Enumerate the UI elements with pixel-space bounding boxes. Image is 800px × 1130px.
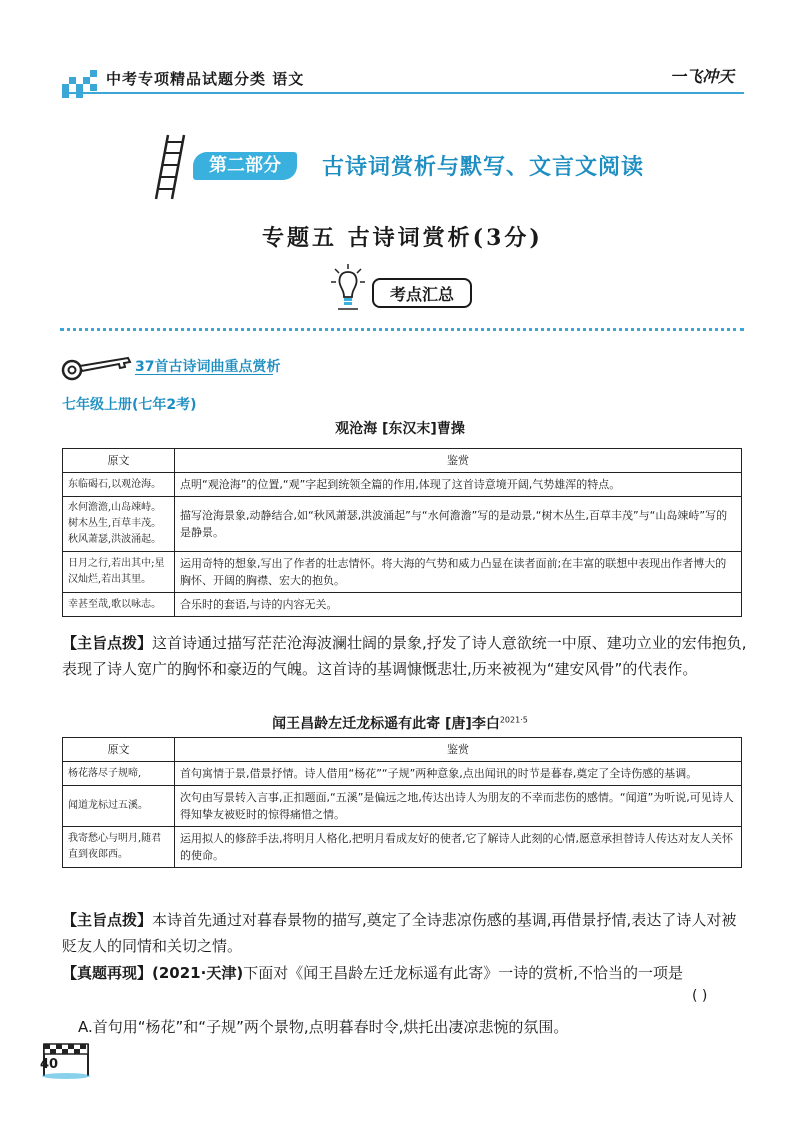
theme-text: 这首诗通过描写茫茫沧海波澜壮阔的景象,抒发了诗人意欲统一中原、建功立业的宏伟抱负,表现了诗人宽广的胸怀和豪迈的气魄。这首诗的基调慷慨悲壮,历来被视为“建安风骨”的代表作。 [62,634,747,678]
appreciation-cell: 点明“观沧海”的位置,“观”字起到统领全篇的作用,体现了这首诗意境开阔,气势雄浑的特点。 [175,473,742,497]
poem-title [0,713,800,733]
original-text-cell: 东临碣石,以观沧海。 [63,473,175,497]
column-header-appreciation: 鉴赏 [175,449,742,473]
column-header-original: 原文 [63,449,175,473]
exam-note: 2021·5 [499,715,528,725]
header-divider [62,92,744,94]
exam-question-text: 下面对《闻王昌龄左迁龙标遥有此寄》一诗的赏析,不恰当的一项是 [243,964,683,982]
header-checker-decoration [62,70,96,100]
header-brand: 一飞冲天 [670,67,735,86]
section-heading-underline [135,374,273,375]
column-header-appreciation: 鉴赏 [175,738,742,762]
appreciation-cell: 描写沧海景象,动静结合,如“秋风萧瑟,洪波涌起”与“水何澹澹”写的是动景,“树木丛生,百草丰茂”与“山岛竦峙”写的是静景。 [175,497,742,552]
topic-title: 专题五 古诗词赏析(3分) [262,225,543,251]
original-text-cell: 我寄愁心与明月,随君直到夜郎西。 [63,827,175,868]
theme-text: 本诗首先通过对暮春景物的描写,奠定了全诗悲凉伤感的基调,再借景抒情,表达了诗人对被贬友人的同情和关切之情。 [62,911,737,955]
option-a: A.首句用“杨花”和“子规”两个景物,点明暮春时令,烘托出凄凉悲惋的氛围。 [78,1018,569,1036]
grade-label: 七年级上册(七年2考) [62,397,197,413]
theme-label: 【主旨点拨】 [62,634,153,652]
original-text-cell: 闻道龙标过五溪。 [63,786,175,827]
part-title: 古诗词赏析与默写、文言文阅读 [322,155,645,180]
table-header-row [63,738,742,762]
table-row [63,827,742,868]
key-icon [60,352,134,384]
section-heading: 37首古诗词曲重点赏析 [135,359,281,375]
table-header-row [63,449,742,473]
header-title: 中考专项精品试题分类 语文 [106,70,305,88]
poem-title-text: 闻王昌龄左迁龙标遥有此寄 [唐]李白 [272,716,500,732]
appreciation-cell: 运用奇特的想象,写出了作者的壮志情怀。将大海的气势和威力凸显在读者面前;在丰富的联想中表现出作者博大的胸怀、开阔的胸襟、宏大的抱负。 [175,552,742,593]
appreciation-table [62,737,742,868]
theme-paragraph [62,907,748,959]
appreciation-cell: 次句由写景转入言事,正扣题面,“五溪”是偏远之地,传达出诗人为朋友的不幸而悲伤的感情。“闻道”为听说,可见诗人得知挚友被贬时的惊得痛惜之情。 [175,786,742,827]
exam-question [62,960,748,986]
original-text-cell: 杨花落尽子规啼, [63,762,175,786]
original-text-cell: 幸甚至哉,歌以咏志。 [63,593,175,617]
dotted-divider [60,328,744,331]
ladder-icon [146,133,190,201]
kaodian-label: 考点汇总 [372,278,472,308]
table-row [63,762,742,786]
page-number-badge [38,1040,98,1080]
original-text-cell: 日月之行,若出其中;星汉灿烂,若出其里。 [63,552,175,593]
theme-paragraph [62,630,748,682]
appreciation-cell: 运用拟人的修辞手法,将明月人格化,把明月看成友好的使者,它了解诗人此刻的心情,愿意承担替诗人传达对友人关怀的使命。 [175,827,742,868]
original-text-cell: 水何澹澹,山岛竦峙。树木丛生,百草丰茂。秋风萧瑟,洪波涌起。 [63,497,175,552]
appreciation-cell: 首句寓情于景,借景抒情。诗人借用“杨花”“子规”两种意象,点出闻讯的时节是暮春,奠定了全诗伤感的基调。 [175,762,742,786]
page-number: 40 [40,1057,59,1072]
lightbulb-icon [330,263,366,311]
appreciation-cell: 合乐时的套语,与诗的内容无关。 [175,593,742,617]
exam-source: (2021·天津) [152,964,244,982]
part-badge: 第二部分 [193,152,297,180]
column-header-original: 原文 [63,738,175,762]
appreciation-table [62,448,742,617]
table-row [63,786,742,827]
theme-label: 【主旨点拨】 [62,911,153,929]
answer-blank: ( ) [692,988,708,1004]
exam-label: 【真题再现】 [62,964,153,982]
table-row [63,473,742,497]
poem-title: 观沧海 [东汉末]曹操 [335,421,465,437]
table-row [63,497,742,552]
table-row [63,552,742,593]
table-row [63,593,742,617]
